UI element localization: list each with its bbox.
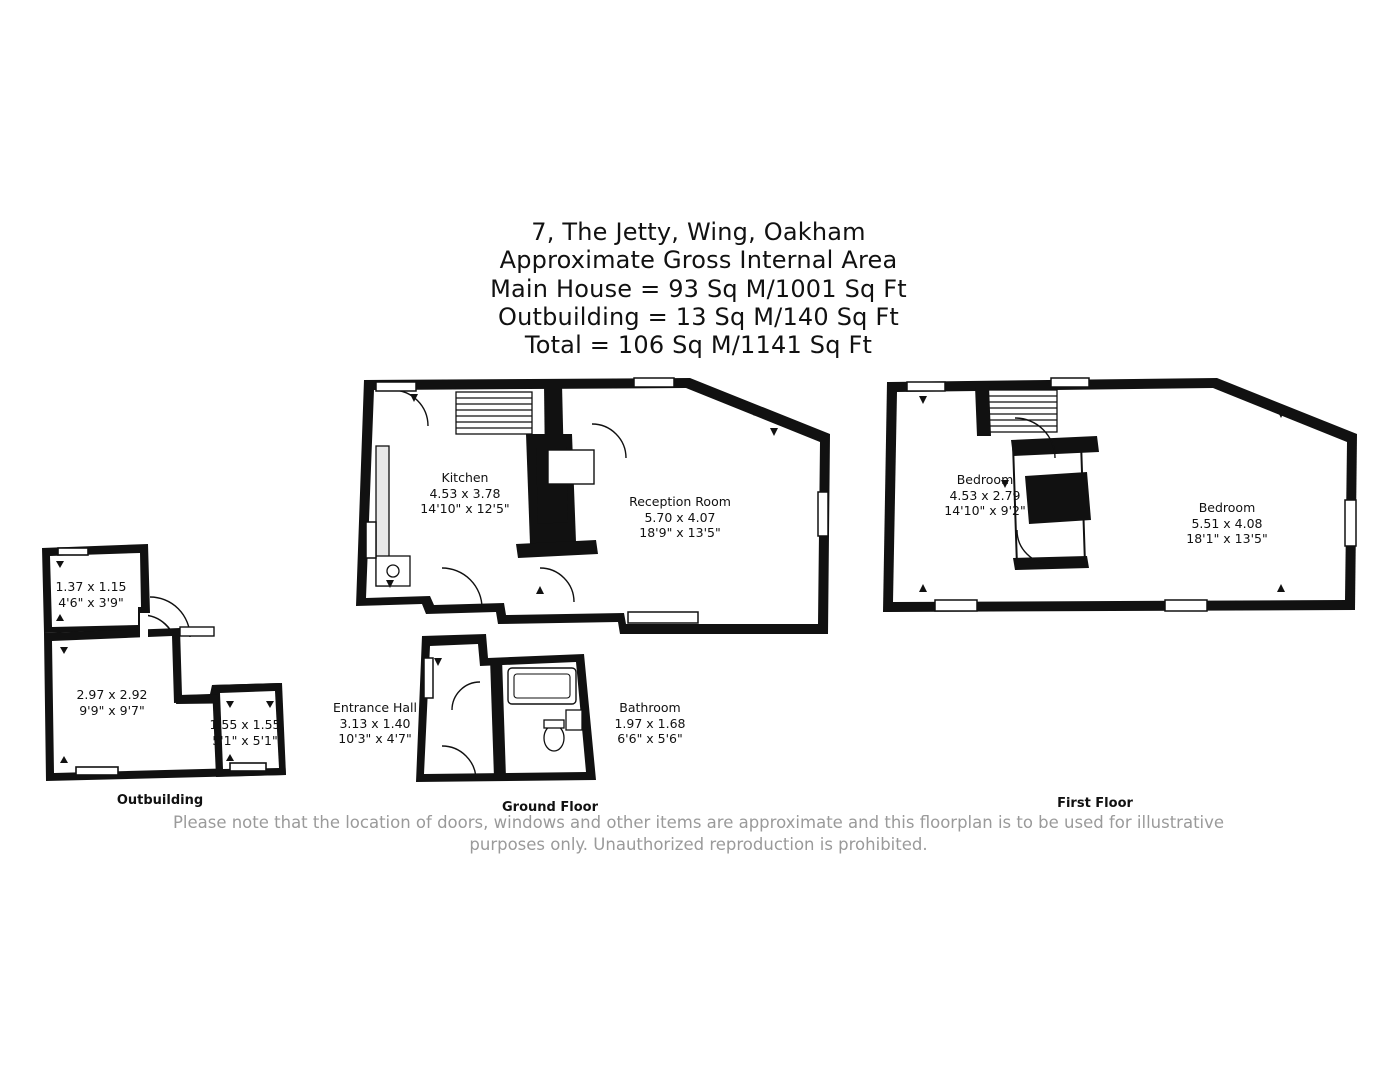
room-label-bathroom: Bathroom 1.97 x 1.68 6'6" x 5'6": [614, 700, 686, 747]
room-label-reception-room: Reception Room 5.70 x 4.07 18'9" x 13'5": [629, 494, 731, 541]
title-outbuilding-area: Outbuilding = 13 Sq M/140 Sq Ft: [497, 302, 900, 331]
disclaimer-note: [0, 812, 1397, 857]
room-label-entrance-hall: Entrance Hall 3.13 x 1.40 10'3" x 4'7": [333, 700, 417, 747]
room-label-kitchen: Kitchen 4.53 x 3.78 14'10" x 12'5": [420, 470, 510, 517]
room-label-outbuilding-small-right: 1.55 x 1.55 5'1" x 5'1": [209, 717, 281, 748]
disclaimer-line-2: purposes only. Unauthorized reproduction is prohibited.: [469, 835, 928, 855]
room-label-bedroom-small: Bedroom 4.53 x 2.79 14'10" x 9'2": [944, 472, 1026, 519]
floor-label-first: First Floor: [1057, 796, 1133, 811]
title-area-heading: Approximate Gross Internal Area: [499, 246, 898, 275]
floorplan-first-floor: [865, 372, 1365, 811]
floor-label-outbuilding: Outbuilding: [116, 793, 204, 808]
room-label-outbuilding-small-top: 1.37 x 1.15 4'6" x 3'9": [55, 579, 127, 610]
title-main-house-area: Main House = 93 Sq M/1001 Sq Ft: [490, 274, 907, 303]
room-label-outbuilding-main: 2.97 x 2.92 9'9" x 9'7": [76, 687, 148, 718]
room-label-bedroom-large: Bedroom 5.51 x 4.08 18'1" x 13'5": [1186, 500, 1268, 547]
floorplan-outbuilding: [30, 535, 300, 808]
title-block: [0, 218, 1397, 360]
disclaimer-line-1: Please note that the location of doors, windows and other items are approximate and this floorplan is to be used for illustrative: [172, 813, 1225, 832]
title-address: 7, The Jetty, Wing, Oakham: [531, 218, 866, 246]
floorplan-ground-floor: [330, 372, 850, 815]
title-total-area: Total = 106 Sq M/1141 Sq Ft: [524, 331, 873, 360]
floor-label-ground: Ground Floor: [502, 800, 598, 815]
